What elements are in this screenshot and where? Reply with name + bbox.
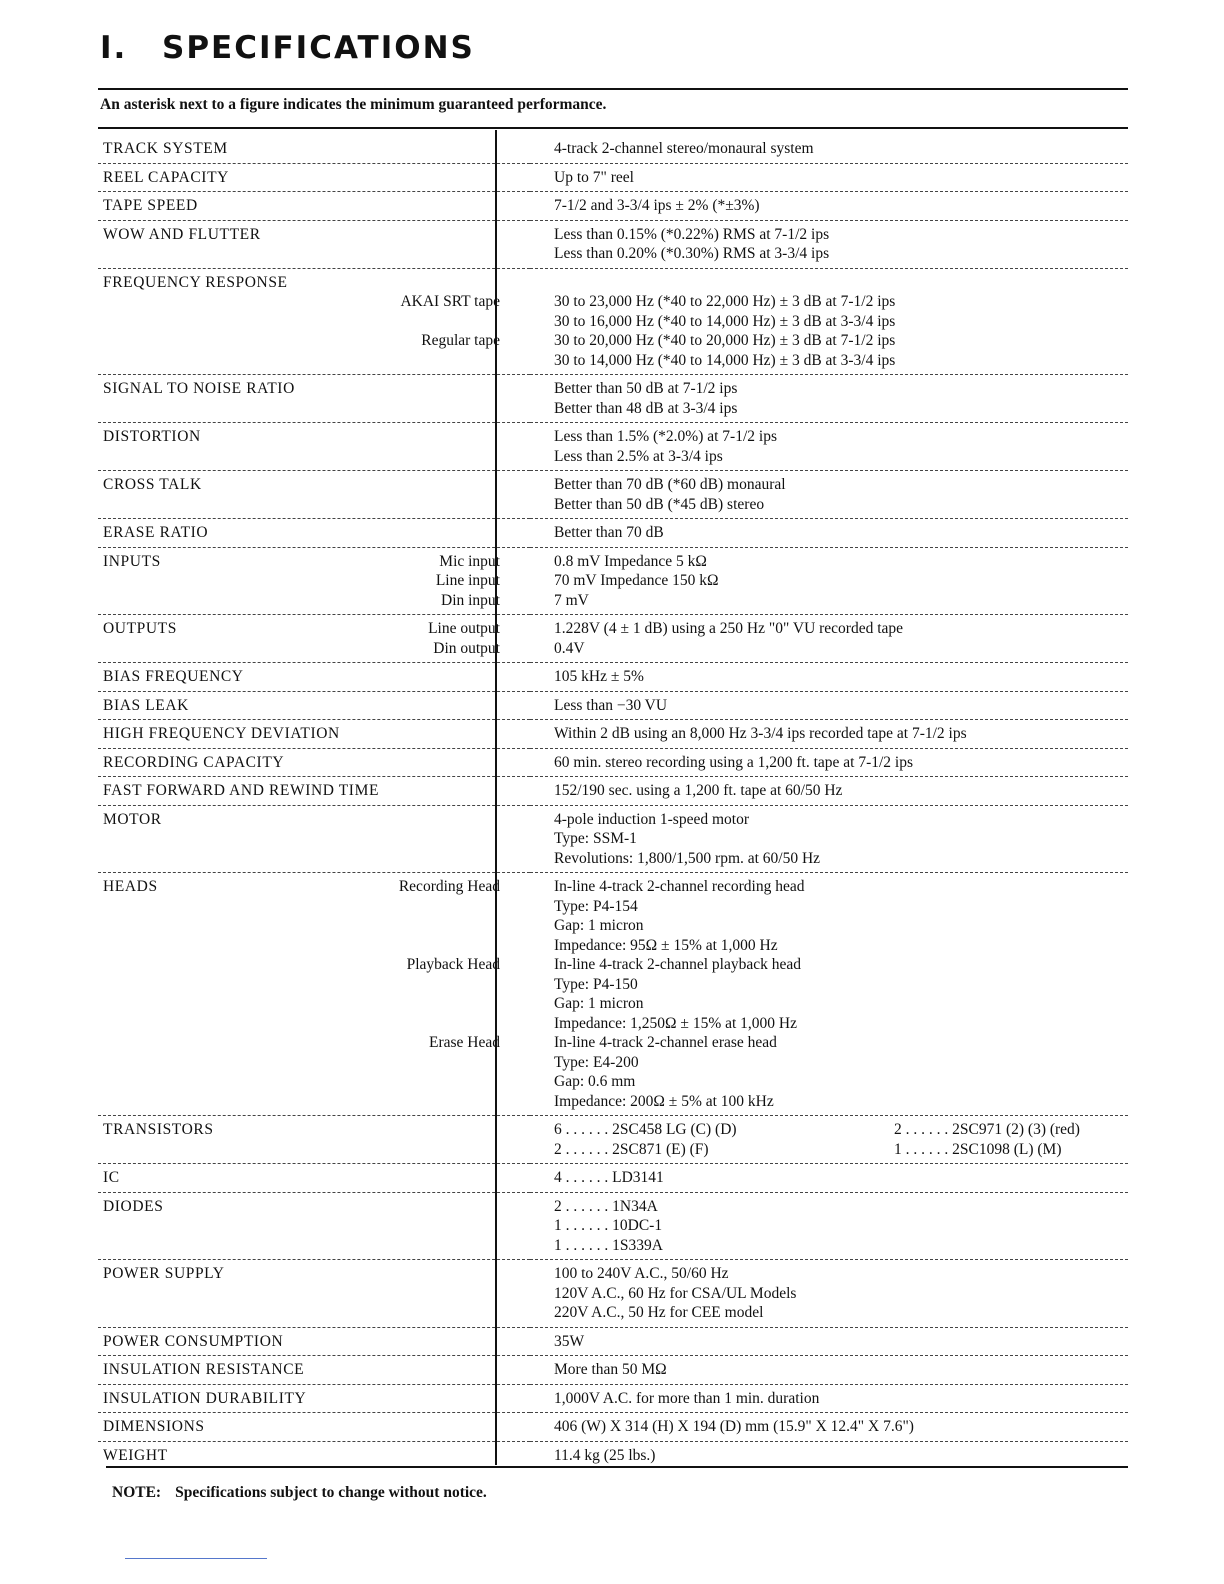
note-text: Specifications subject to change without notice. xyxy=(175,1484,487,1501)
spec-value-line: 100 to 240V A.C., 50/60 Hz xyxy=(554,1265,729,1282)
spec-value-line: 6 . . . . . . 2SC458 LG (C) (D) xyxy=(554,1121,737,1138)
spec-value-line: Less than 1.5% (*2.0%) at 7-1/2 ips xyxy=(554,428,777,445)
spec-value-cell xyxy=(530,873,1128,1116)
spec-value-line: 70 mV Impedance 150 kΩ xyxy=(554,572,719,589)
spec-label-cell xyxy=(98,720,530,749)
spec-value-cell xyxy=(530,691,1128,720)
spec-label-cell xyxy=(98,805,530,873)
spec-value-line: 7 mV xyxy=(554,591,589,609)
spec-sub-label: Recording Head xyxy=(398,878,500,895)
spec-name: INSULATION RESISTANCE xyxy=(103,1361,305,1378)
spec-value-line: Better than 50 dB (*45 dB) stereo xyxy=(554,495,765,513)
spec-value-cell xyxy=(530,1260,1128,1328)
spec-row xyxy=(98,1260,1128,1328)
spec-value-line: Less than −30 VU xyxy=(554,696,668,714)
spec-value-line: Less than 0.15% (*0.22%) RMS at 7-1/2 ips xyxy=(554,225,830,243)
spec-row xyxy=(98,748,1128,777)
spec-name: SIGNAL TO NOISE RATIO xyxy=(103,380,295,397)
spec-label-cell xyxy=(98,1164,530,1193)
spec-value-line: 105 kHz ± 5% xyxy=(554,668,644,685)
spec-sub-label: Line output xyxy=(428,620,500,637)
spec-name: REEL CAPACITY xyxy=(103,168,229,186)
spec-value-cell xyxy=(530,519,1128,548)
spec-value-line: 7-1/2 and 3-3/4 ips ± 2% (*±3%) xyxy=(554,197,760,214)
spec-name: DIODES xyxy=(103,1197,164,1215)
spec-row xyxy=(98,1116,1128,1164)
spec-row xyxy=(98,375,1128,423)
spec-value-cell xyxy=(530,375,1128,423)
spec-value-line: 2 . . . . . . 1N34A xyxy=(554,1197,658,1215)
spec-value-line: 152/190 sec. using a 1,200 ft. tape at 60/50 Hz xyxy=(554,782,843,799)
spec-label-cell xyxy=(98,135,530,163)
spec-row xyxy=(98,192,1128,221)
spec-value-line: Up to 7" reel xyxy=(554,168,634,186)
section-title: SPECIFICATIONS xyxy=(162,30,475,66)
spec-value-line: Gap: 1 micron xyxy=(554,917,644,934)
spec-value-line: 120V A.C., 60 Hz for CSA/UL Models xyxy=(554,1284,797,1302)
spec-value-line: 1 . . . . . . 1S339A xyxy=(554,1236,663,1254)
spec-sub-label: Mic input xyxy=(439,552,500,570)
spec-value-cell xyxy=(530,1116,1128,1164)
spec-label-cell xyxy=(98,268,530,375)
transistor-list-left xyxy=(554,1120,894,1159)
spec-row xyxy=(98,220,1128,268)
spec-value-cell xyxy=(530,663,1128,692)
spec-name: DIMENSIONS xyxy=(103,1418,205,1435)
spec-label-cell xyxy=(98,663,530,692)
spec-label-cell xyxy=(98,1260,530,1328)
spec-row xyxy=(98,163,1128,192)
spec-name: DISTORTION xyxy=(103,428,201,445)
spec-row xyxy=(98,720,1128,749)
spec-value-line: Type: SSM-1 xyxy=(554,830,637,847)
spec-value-line: 4-pole induction 1-speed motor xyxy=(554,810,749,828)
spec-value-line: Impedance: 200Ω ± 5% at 100 kHz xyxy=(554,1092,774,1110)
spec-label-cell xyxy=(98,423,530,471)
spec-label-cell xyxy=(98,1384,530,1413)
spec-value-cell xyxy=(530,805,1128,873)
divider xyxy=(98,127,1128,129)
spec-sub-label: Erase Head xyxy=(429,1034,500,1051)
spec-value-line: 1 . . . . . . 2SC1098 (L) (M) xyxy=(894,1140,1062,1158)
spec-row xyxy=(98,1192,1128,1260)
spec-label-cell xyxy=(98,163,530,192)
spec-value-cell xyxy=(530,1164,1128,1193)
spec-value-cell xyxy=(530,547,1128,615)
spec-name: TRACK SYSTEM xyxy=(103,140,228,157)
spec-value-cell xyxy=(530,1192,1128,1260)
spec-value-line: Type: P4-154 xyxy=(554,897,638,915)
section-number: I. xyxy=(100,30,128,66)
spec-name: WEIGHT xyxy=(103,1446,168,1464)
spec-name: HIGH FREQUENCY DEVIATION xyxy=(103,725,340,742)
spec-value-cell xyxy=(530,471,1128,519)
spec-row xyxy=(98,519,1128,548)
spec-value-line: Less than 0.20% (*0.30%) RMS at 3-3/4 ips xyxy=(554,245,830,262)
spec-label-cell xyxy=(98,748,530,777)
spec-value-line: Within 2 dB using an 8,000 Hz 3-3/4 ips recorded tape at 7-1/2 ips xyxy=(554,725,967,742)
spec-value-line: 1.228V (4 ± 1 dB) using a 250 Hz "0" VU recorded tape xyxy=(554,620,904,637)
spec-label-cell xyxy=(98,471,530,519)
spec-row xyxy=(98,1164,1128,1193)
spec-label-cell xyxy=(98,1192,530,1260)
spec-value-line: Better than 70 dB xyxy=(554,524,664,541)
spec-label-cell xyxy=(98,873,530,1116)
spec-value-line: Impedance: 95Ω ± 15% at 1,000 Hz xyxy=(554,936,778,954)
spec-name: FREQUENCY RESPONSE xyxy=(103,273,288,291)
spec-name: BIAS LEAK xyxy=(103,696,189,714)
spec-value-line: 406 (W) X 314 (H) X 194 (D) mm (15.9" X 12.4" X 7.6") xyxy=(554,1418,914,1435)
spec-name: INSULATION DURABILITY xyxy=(103,1389,307,1407)
spec-value-line: 2 . . . . . . 2SC971 (2) (3) (red) xyxy=(894,1121,1080,1138)
spec-label-cell xyxy=(98,220,530,268)
spec-sub-label: Regular tape xyxy=(421,332,500,349)
spec-value-cell xyxy=(530,615,1128,663)
spec-sub-label: AKAI SRT tape xyxy=(400,293,500,310)
spec-row xyxy=(98,1356,1128,1385)
spec-value-cell xyxy=(530,1384,1128,1413)
spec-name: WOW AND FLUTTER xyxy=(103,225,261,243)
spec-label-cell xyxy=(98,691,530,720)
spec-name: BIAS FREQUENCY xyxy=(103,668,244,685)
transistor-list-right xyxy=(894,1120,1134,1159)
spec-name: HEADS xyxy=(103,878,158,895)
spec-name: ERASE RATIO xyxy=(103,524,209,541)
spec-value-line: 35W xyxy=(554,1332,585,1350)
spec-value-cell xyxy=(530,220,1128,268)
spec-name: TRANSISTORS xyxy=(103,1121,214,1138)
spec-row xyxy=(98,615,1128,663)
spec-sub-label: Playback Head xyxy=(406,956,500,973)
spec-value-cell xyxy=(530,268,1128,375)
spec-name: TAPE SPEED xyxy=(103,197,198,214)
spec-sub-label: Din output xyxy=(433,639,500,657)
spec-value-cell xyxy=(530,1441,1128,1469)
spec-value-cell xyxy=(530,135,1128,163)
spec-value-cell xyxy=(530,1327,1128,1356)
spec-row xyxy=(98,423,1128,471)
note xyxy=(112,1484,487,1502)
spec-value-line: 4-track 2-channel stereo/monaural system xyxy=(554,140,814,157)
spec-row xyxy=(98,777,1128,806)
spec-value-line: 0.4V xyxy=(554,639,585,657)
spec-name: POWER SUPPLY xyxy=(103,1265,225,1282)
spec-row xyxy=(98,873,1128,1116)
spec-value-cell xyxy=(530,192,1128,221)
spec-value-cell xyxy=(530,163,1128,192)
spec-row xyxy=(98,471,1128,519)
note-label: NOTE: xyxy=(112,1484,162,1501)
spec-value-line: 4 . . . . . . LD3141 xyxy=(554,1169,664,1186)
spec-label-cell xyxy=(98,1413,530,1442)
spec-label-cell xyxy=(98,1327,530,1356)
spec-row xyxy=(98,135,1128,163)
spec-value-line: Revolutions: 1,800/1,500 rpm. at 60/50 Hz xyxy=(554,849,821,867)
spec-value-line: Type: E4-200 xyxy=(554,1053,639,1071)
divider xyxy=(106,1466,1128,1468)
divider xyxy=(98,88,1128,90)
spec-row xyxy=(98,805,1128,873)
spec-name: CROSS TALK xyxy=(103,476,202,493)
spec-label-cell xyxy=(98,547,530,615)
spec-value-line: Less than 2.5% at 3-3/4 ips xyxy=(554,447,723,465)
spec-value-cell xyxy=(530,1356,1128,1385)
spec-row xyxy=(98,691,1128,720)
spec-value-line: 30 to 23,000 Hz (*40 to 22,000 Hz) ± 3 dB at 7-1/2 ips xyxy=(554,293,896,310)
spec-label-cell xyxy=(98,519,530,548)
spec-row xyxy=(98,547,1128,615)
spec-value-line: 2 . . . . . . 2SC871 (E) (F) xyxy=(554,1140,709,1158)
spec-value-cell xyxy=(530,1413,1128,1442)
spec-name: IC xyxy=(103,1169,120,1186)
spec-value-line: Better than 70 dB (*60 dB) monaural xyxy=(554,476,786,493)
spec-value-cell xyxy=(530,777,1128,806)
spec-row xyxy=(98,1441,1128,1469)
page-title xyxy=(100,30,475,66)
spec-label-cell xyxy=(98,1441,530,1469)
spec-value-line: 220V A.C., 50 Hz for CEE model xyxy=(554,1304,764,1321)
spec-value-line: Type: P4-150 xyxy=(554,975,638,993)
spec-name: OUTPUTS xyxy=(103,620,177,637)
spec-value-line: 30 to 16,000 Hz (*40 to 14,000 Hz) ± 3 dB at 3-3/4 ips xyxy=(554,312,896,330)
spec-value-line: In-line 4-track 2-channel playback head xyxy=(554,956,802,973)
spec-row xyxy=(98,1413,1128,1442)
spec-value-line: 11.4 kg (25 lbs.) xyxy=(554,1446,656,1464)
spec-label-cell xyxy=(98,375,530,423)
spec-row xyxy=(98,663,1128,692)
spec-value-line: In-line 4-track 2-channel recording head xyxy=(554,878,805,895)
spec-label-cell xyxy=(98,777,530,806)
spec-row xyxy=(98,268,1128,375)
spec-value-line: Better than 50 dB at 7-1/2 ips xyxy=(554,380,738,397)
spec-value-line: Gap: 0.6 mm xyxy=(554,1073,636,1090)
spec-value-line: More than 50 MΩ xyxy=(554,1361,667,1378)
spec-name: POWER CONSUMPTION xyxy=(103,1332,284,1350)
spec-name: MOTOR xyxy=(103,810,162,828)
footer-line xyxy=(125,1558,267,1559)
spec-value-line: 30 to 20,000 Hz (*40 to 20,000 Hz) ± 3 dB at 7-1/2 ips xyxy=(554,332,896,349)
specifications-table xyxy=(98,135,1128,1469)
spec-value-line: 1 . . . . . . 10DC-1 xyxy=(554,1217,663,1234)
spec-label-cell xyxy=(98,1116,530,1164)
spec-row xyxy=(98,1384,1128,1413)
spec-value-line: 1,000V A.C. for more than 1 min. duration xyxy=(554,1389,820,1407)
spec-value-line: Impedance: 1,250Ω ± 15% at 1,000 Hz xyxy=(554,1014,797,1032)
spec-name: FAST FORWARD AND REWIND TIME xyxy=(103,782,380,799)
spec-value-cell xyxy=(530,748,1128,777)
spec-value-line: Better than 48 dB at 3-3/4 ips xyxy=(554,399,738,417)
spec-value-line: 30 to 14,000 Hz (*40 to 14,000 Hz) ± 3 dB at 3-3/4 ips xyxy=(554,351,896,369)
spec-value-cell xyxy=(530,423,1128,471)
spec-label-cell xyxy=(98,1356,530,1385)
intro-text: An asterisk next to a figure indicates the minimum guaranteed performance. xyxy=(100,96,607,113)
spec-name: RECORDING CAPACITY xyxy=(103,753,285,771)
spec-value-line: 0.8 mV Impedance 5 kΩ xyxy=(554,552,707,570)
spec-sub-label: Din input xyxy=(441,591,500,609)
spec-row xyxy=(98,1327,1128,1356)
spec-value-line: 60 min. stereo recording using a 1,200 ft. tape at 7-1/2 ips xyxy=(554,753,914,771)
spec-value-cell xyxy=(530,720,1128,749)
spec-value-line: In-line 4-track 2-channel erase head xyxy=(554,1034,777,1051)
spec-value-line: Gap: 1 micron xyxy=(554,995,644,1012)
spec-name: INPUTS xyxy=(103,552,161,570)
spec-sub-label: Line input xyxy=(435,572,500,589)
spec-label-cell xyxy=(98,192,530,221)
spec-label-cell xyxy=(98,615,530,663)
